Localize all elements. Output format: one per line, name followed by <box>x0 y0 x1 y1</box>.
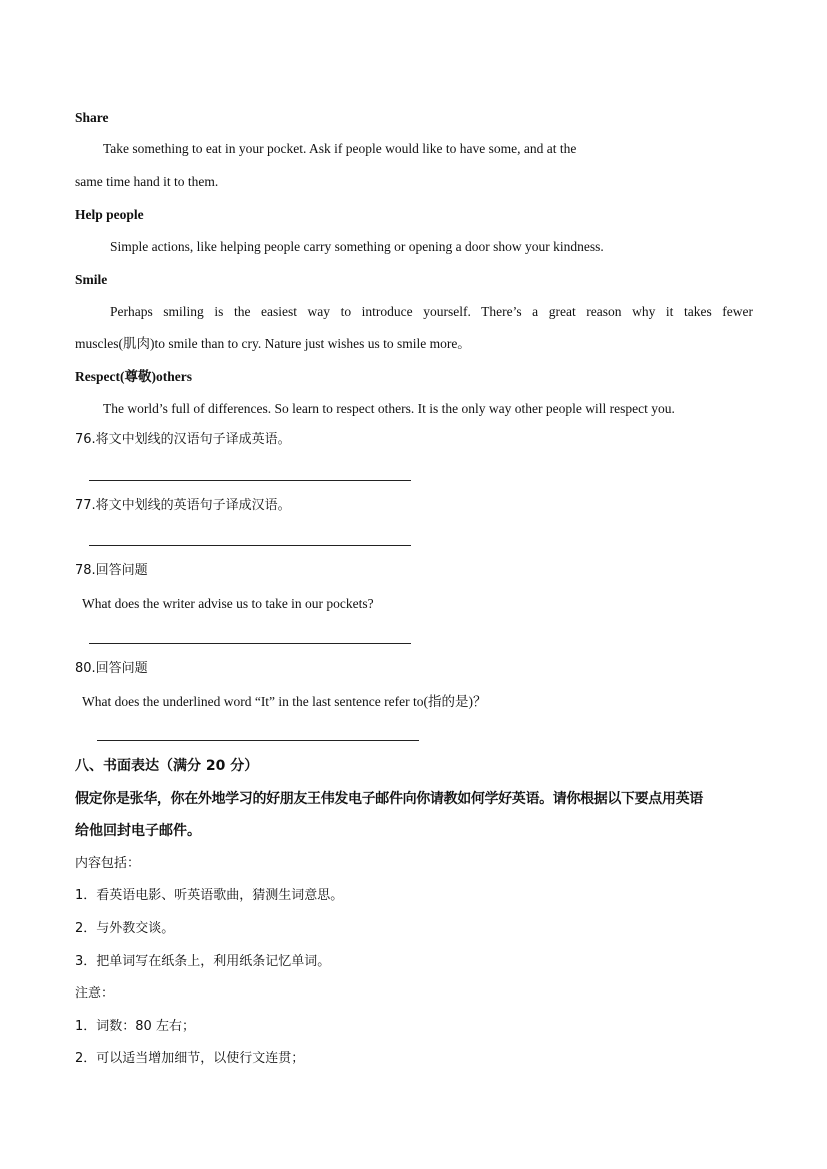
content-label: 内容包括： <box>75 856 141 871</box>
note-label: 注意： <box>75 986 115 1001</box>
content-item-2: 2．与外教交谈。 <box>75 921 175 936</box>
answer-line-76[interactable] <box>89 480 411 481</box>
writing-prompt-line-2: 给他回封电子邮件。 <box>75 823 201 839</box>
question-76: 76.将文中划线的汉语句子译成英语。 <box>75 432 291 447</box>
writing-prompt-line-1: 假定你是张华，你在外地学习的好朋友王伟发电子邮件向你请教如何学好英语。请你根据以下要点用英语 <box>75 791 703 807</box>
answer-line-77[interactable] <box>89 545 411 546</box>
question-78: 78.回答问题 <box>75 563 148 578</box>
smile-paragraph-line-1: Perhaps smiling is the easiest way to introduce yourself. There’s a great reason why it takes fewer <box>110 304 753 319</box>
content-item-1: 1．看英语电影、听英语歌曲，猜测生词意思。 <box>75 888 344 903</box>
share-heading: Share <box>75 110 109 125</box>
answer-line-78[interactable] <box>89 643 411 644</box>
note-item-2: 2．可以适当增加细节，以使行文连贯； <box>75 1051 305 1066</box>
content-item-3: 3．把单词写在纸条上，利用纸条记忆单词。 <box>75 954 331 969</box>
share-paragraph-line-2: same time hand it to them. <box>75 174 219 189</box>
help-people-paragraph: Simple actions, like helping people carry something or opening a door show your kindness. <box>110 239 604 254</box>
writing-section-title: 八、书面表达（满分 20 分） <box>75 758 259 774</box>
question-77: 77.将文中划线的英语句子译成汉语。 <box>75 498 291 513</box>
respect-heading: Respect(尊敬)others <box>75 369 192 384</box>
question-78-text: What does the writer advise us to take in our pockets? <box>82 596 374 611</box>
smile-heading: Smile <box>75 272 108 287</box>
note-item-1: 1．词数：80 左右； <box>75 1019 195 1034</box>
share-paragraph-line-1: Take something to eat in your pocket. Ask if people would like to have some, and at the <box>103 141 577 156</box>
respect-paragraph: The world’s full of differences. So learn to respect others. It is the only way other people will respect you. <box>103 401 675 416</box>
help-people-heading: Help people <box>75 207 144 222</box>
question-80-text: What does the underlined word “It” in the last sentence refer to(指的是)？ <box>82 694 487 709</box>
answer-line-80[interactable] <box>97 740 419 741</box>
question-80: 80.回答问题 <box>75 661 148 676</box>
smile-paragraph-line-2: muscles(肌肉)to smile than to cry. Nature just wishes us to smile more。 <box>75 336 471 351</box>
